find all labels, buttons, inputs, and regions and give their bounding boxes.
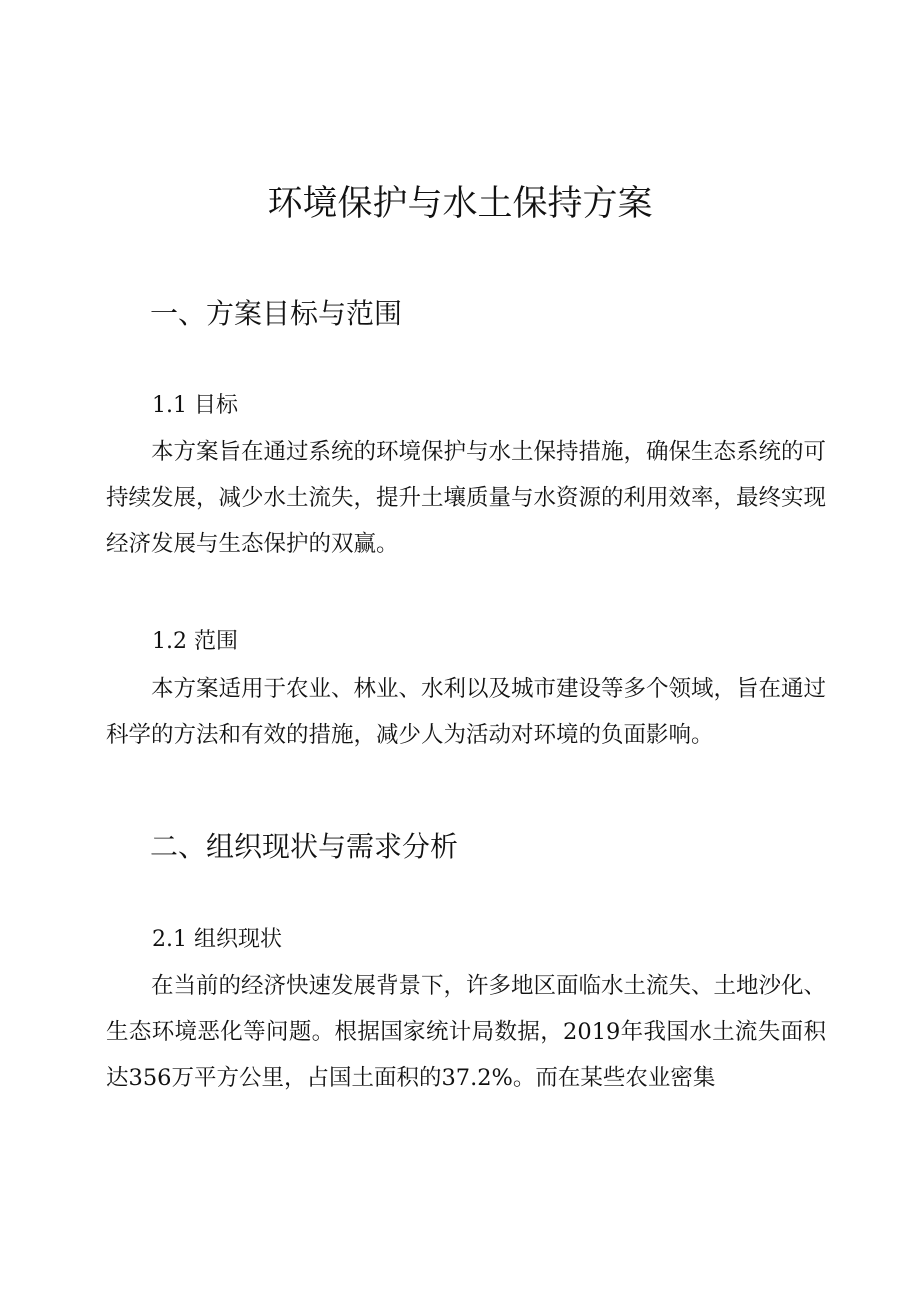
document-title: 环境保护与水土保持方案 — [267, 184, 653, 224]
paragraph-2-1: 在当前的经济快速发展背景下，许多地区面临水土流失、土地沙化、生态环境恶化等问题。根据国家统计局数据，2019年我国水土流失面积达356万平方公里，占国土面积的37.2%。而在某些农业密集 — [106, 973, 827, 1091]
paragraph-1-1: 本方案旨在通过系统的环境保护与水土保持措施，确保生态系统的可持续发展，减少水土流失，提升土壤质量与水资源的利用效率，最终实现经济发展与生态保护的双赢。 — [106, 439, 827, 557]
section-heading-1: 一、方案目标与范围 — [150, 297, 403, 330]
paragraph-1-2: 本方案适用于农业、林业、水利以及城市建设等多个领域，旨在通过科学的方法和有效的措施，减少人为活动对环境的负面影响。 — [106, 676, 827, 748]
subsection-heading-2-1: 2.1 组织现状 — [152, 927, 282, 952]
subsection-heading-1-1: 1.1 目标 — [152, 393, 238, 418]
subsection-heading-1-2: 1.2 范围 — [152, 629, 238, 654]
section-heading-2: 二、组织现状与需求分析 — [150, 830, 459, 863]
